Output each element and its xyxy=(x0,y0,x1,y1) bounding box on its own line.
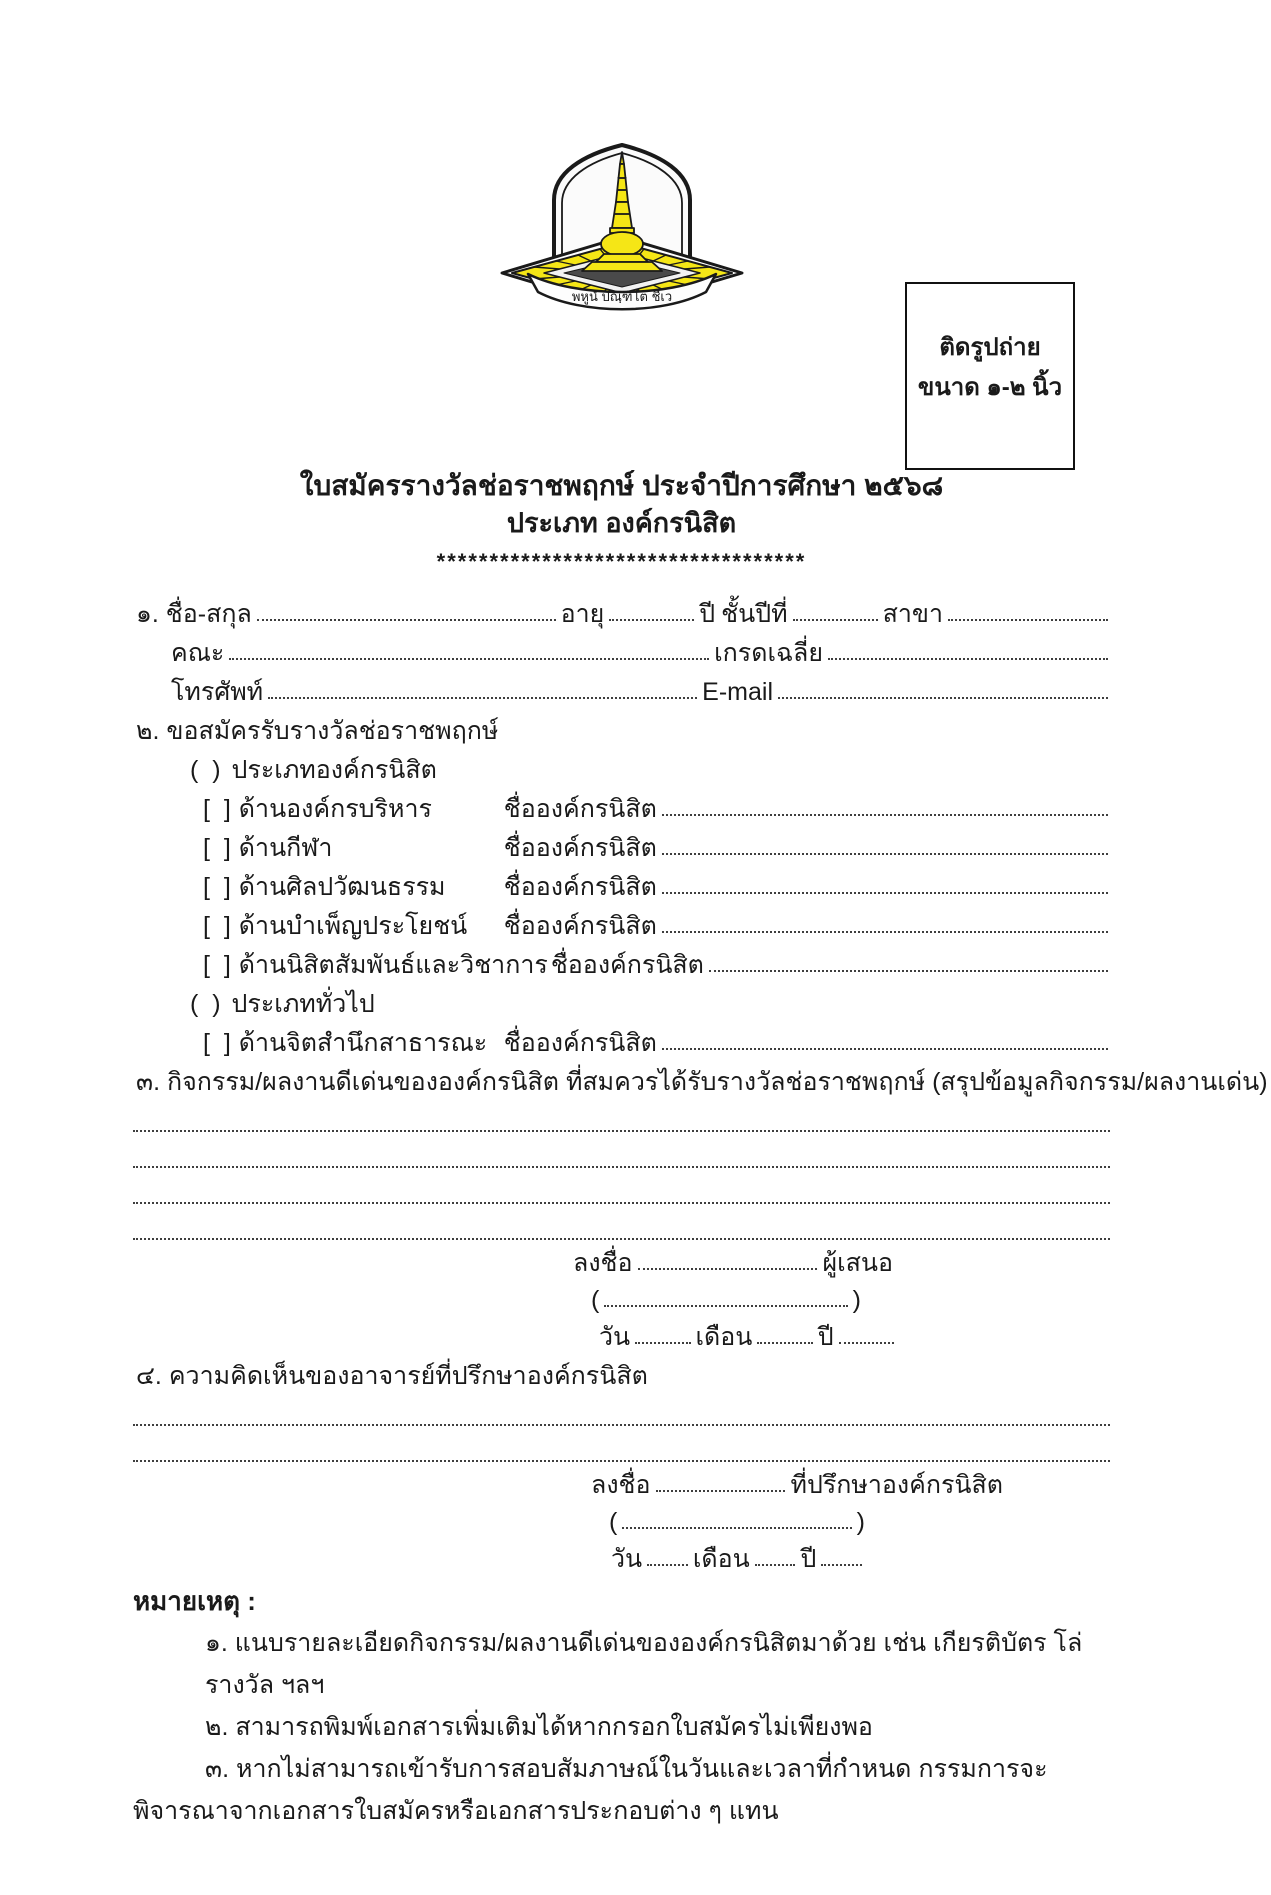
email-label: E-mail xyxy=(702,678,773,707)
checkbox-relations-academic[interactable]: [ ] xyxy=(203,951,231,980)
checkbox-administration[interactable]: [ ] xyxy=(203,795,231,824)
activities-line-4[interactable] xyxy=(133,1204,1110,1240)
form-subtitle: ประเภท องค์กรนิสิต xyxy=(506,508,737,539)
gpa-field[interactable] xyxy=(828,658,1108,660)
note-item-3: ๓. หากไม่สามารถเข้ารับการสอบสัมภาษณ์ในวันและเวลาที่กำหนด กรรมการจะพิจารณาจากเอกสารใบสมัครหรือเอกสารประกอบต่าง ๆ แทน xyxy=(133,1755,1048,1826)
row-faculty-gpa xyxy=(133,628,1110,667)
org-name-label: ชื่อองค์กรนิสิต xyxy=(503,834,657,863)
student-org-category-label: ประเภทองค์กรนิสิต xyxy=(231,756,437,785)
row-option-arts-culture xyxy=(133,862,1110,901)
paren-open: ( xyxy=(609,1508,618,1537)
name-field[interactable] xyxy=(257,619,556,621)
note-item-1: ๑. แนบรายละเอียดกิจกรรม/ผลงานดีเด่นขององค์กรนิสิตมาด้วย เช่น เกียรติบัตร โล่รางวัล ฯลฯ xyxy=(205,1629,1083,1700)
age-unit-label: ปี xyxy=(699,600,716,629)
sign-label: ลงชื่อ xyxy=(573,1249,633,1278)
class-year-label: ชั้นปีที่ xyxy=(721,600,788,629)
age-label: อายุ xyxy=(560,600,605,629)
application-form-page xyxy=(0,140,1268,1895)
proposer-name-field[interactable] xyxy=(604,1305,847,1307)
option-relations-academic-label: ด้านนิสิตสัมพันธ์และวิชาการ xyxy=(238,951,548,980)
advisor-sign-row xyxy=(588,1462,1006,1499)
org-name-label: ชื่อองค์กรนิสิต xyxy=(503,912,657,941)
advisor-signature-field[interactable] xyxy=(656,1490,786,1492)
phone-label: โทรศัพท์ xyxy=(171,678,264,707)
proposer-name-row xyxy=(588,1277,864,1314)
university-logo xyxy=(492,140,752,316)
faculty-field[interactable] xyxy=(229,658,709,660)
proposer-role-label: ผู้เสนอ xyxy=(822,1249,893,1278)
age-field[interactable] xyxy=(609,619,694,621)
activities-line-1[interactable] xyxy=(133,1096,1110,1132)
photo-attach-box xyxy=(905,282,1075,470)
row-option-public-service xyxy=(133,901,1110,940)
advisor-year-field[interactable] xyxy=(821,1564,862,1566)
checkbox-public-consciousness[interactable]: [ ] xyxy=(203,1029,231,1058)
proposer-sign-row xyxy=(570,1240,896,1277)
photo-box-line1: ติดรูปถ่าย xyxy=(939,334,1041,361)
month-label: เดือน xyxy=(692,1545,750,1574)
option-arts-culture-label: ด้านศิลปวัฒนธรรม xyxy=(238,873,446,902)
row-option-sports xyxy=(133,823,1110,862)
advisor-role-label: ที่ปรึกษาองค์กรนิสิต xyxy=(790,1471,1003,1500)
notes-section xyxy=(133,1581,1110,1832)
org-name-label: ชื่อองค์กรนิสิต xyxy=(503,795,657,824)
org-name-label: ชื่อองค์กรนิสิต xyxy=(503,1029,657,1058)
advisor-opinion-line-1[interactable] xyxy=(133,1390,1110,1426)
activities-line-2[interactable] xyxy=(133,1132,1110,1168)
activities-line-3[interactable] xyxy=(133,1168,1110,1204)
org-name-field-3[interactable] xyxy=(662,892,1108,894)
org-name-field-6[interactable] xyxy=(662,1048,1108,1050)
paren-open: ( xyxy=(591,1286,600,1315)
advisor-month-field[interactable] xyxy=(755,1564,796,1566)
row-category-general xyxy=(133,979,1110,1018)
checkbox-public-service[interactable]: [ ] xyxy=(203,912,231,941)
major-label: สาขา xyxy=(882,600,943,629)
radio-general-category[interactable]: ( ) xyxy=(190,990,221,1019)
org-name-field-4[interactable] xyxy=(662,931,1108,933)
row-name-age xyxy=(133,589,1110,628)
motto-text: พหูนํ ปณฺฑิโต ชีเว xyxy=(571,289,672,304)
section3-heading: ๓. กิจกรรม/ผลงานดีเด่นขององค์กรนิสิต ที่สมควรได้รับรางวัลช่อราชพฤกษ์ (สรุปข้อมูลกิจกรรม/ผลงานเด่น) xyxy=(136,1068,1268,1097)
major-field[interactable] xyxy=(948,619,1108,621)
advisor-name-row xyxy=(606,1499,868,1536)
day-label: วัน xyxy=(611,1545,643,1574)
proposer-month-field[interactable] xyxy=(757,1342,812,1344)
note-item-2: ๒. สามารถพิมพ์เอกสารเพิ่มเติมได้หากกรอกใบสมัครไม่เพียงพอ xyxy=(205,1713,873,1742)
radio-student-org-category[interactable]: ( ) xyxy=(190,756,221,785)
form-header xyxy=(133,140,1110,456)
advisor-opinion-line-2[interactable] xyxy=(133,1426,1110,1462)
day-label: วัน xyxy=(599,1323,631,1352)
year-label: ปี xyxy=(800,1545,817,1574)
general-category-label: ประเภททั่วไป xyxy=(231,990,375,1019)
row-phone-email xyxy=(133,667,1110,706)
asterisk-divider: *********************************** xyxy=(436,549,807,575)
class-year-field[interactable] xyxy=(793,619,878,621)
org-name-field-2[interactable] xyxy=(662,853,1108,855)
year-label: ปี xyxy=(817,1323,834,1352)
org-name-label: ชื่อองค์กรนิสิต xyxy=(550,951,704,980)
row-option-administration xyxy=(133,784,1110,823)
month-label: เดือน xyxy=(695,1323,753,1352)
advisor-signature-block xyxy=(588,1462,1006,1573)
paren-close: ) xyxy=(856,1508,865,1537)
proposer-signature-field[interactable] xyxy=(638,1268,818,1270)
row-option-public-consciousness xyxy=(133,1018,1110,1057)
org-name-label: ชื่อองค์กรนิสิต xyxy=(503,873,657,902)
proposer-date-row xyxy=(596,1314,896,1351)
row-category-student-org xyxy=(133,745,1110,784)
phone-field[interactable] xyxy=(268,697,697,699)
gpa-label: เกรดเฉลี่ย xyxy=(714,639,823,668)
checkbox-sports[interactable]: [ ] xyxy=(203,834,231,863)
advisor-day-field[interactable] xyxy=(647,1564,688,1566)
org-name-field-1[interactable] xyxy=(662,814,1108,816)
email-field[interactable] xyxy=(778,697,1108,699)
name-label: ๑. ชื่อ-สกุล xyxy=(136,600,252,629)
advisor-name-field[interactable] xyxy=(622,1527,851,1529)
form-title: ใบสมัครรางวัลช่อราชพฤกษ์ ประจำปีการศึกษา ๒๕๖๘ xyxy=(299,470,944,501)
row-option-relations-academic xyxy=(133,940,1110,979)
option-public-service-label: ด้านบำเพ็ญประโยชน์ xyxy=(238,912,468,941)
proposer-signature-block xyxy=(570,1240,896,1351)
option-sports-label: ด้านกีฬา xyxy=(238,834,333,863)
faculty-label: คณะ xyxy=(171,639,225,668)
section4-heading: ๔. ความคิดเห็นของอาจารย์ที่ปรึกษาองค์กรนิสิต xyxy=(136,1362,648,1391)
checkbox-arts-culture[interactable]: [ ] xyxy=(203,873,231,902)
org-name-field-5[interactable] xyxy=(709,970,1108,972)
option-public-consciousness-label: ด้านจิตสำนึกสาธารณะ xyxy=(238,1029,488,1058)
sign-label: ลงชื่อ xyxy=(591,1471,651,1500)
advisor-date-row xyxy=(608,1536,864,1573)
proposer-day-field[interactable] xyxy=(635,1342,690,1344)
form-body xyxy=(133,589,1268,1832)
paren-close: ) xyxy=(852,1286,861,1315)
notes-heading: หมายเหตุ : xyxy=(133,1586,256,1617)
option-administration-label: ด้านองค์กรบริหาร xyxy=(238,795,432,824)
photo-box-line2: ขนาด ๑-๒ นิ้ว xyxy=(917,374,1063,401)
proposer-year-field[interactable] xyxy=(839,1342,894,1344)
section2-heading: ๒. ขอสมัครรับรางวัลช่อราชพฤกษ์ xyxy=(136,717,499,746)
